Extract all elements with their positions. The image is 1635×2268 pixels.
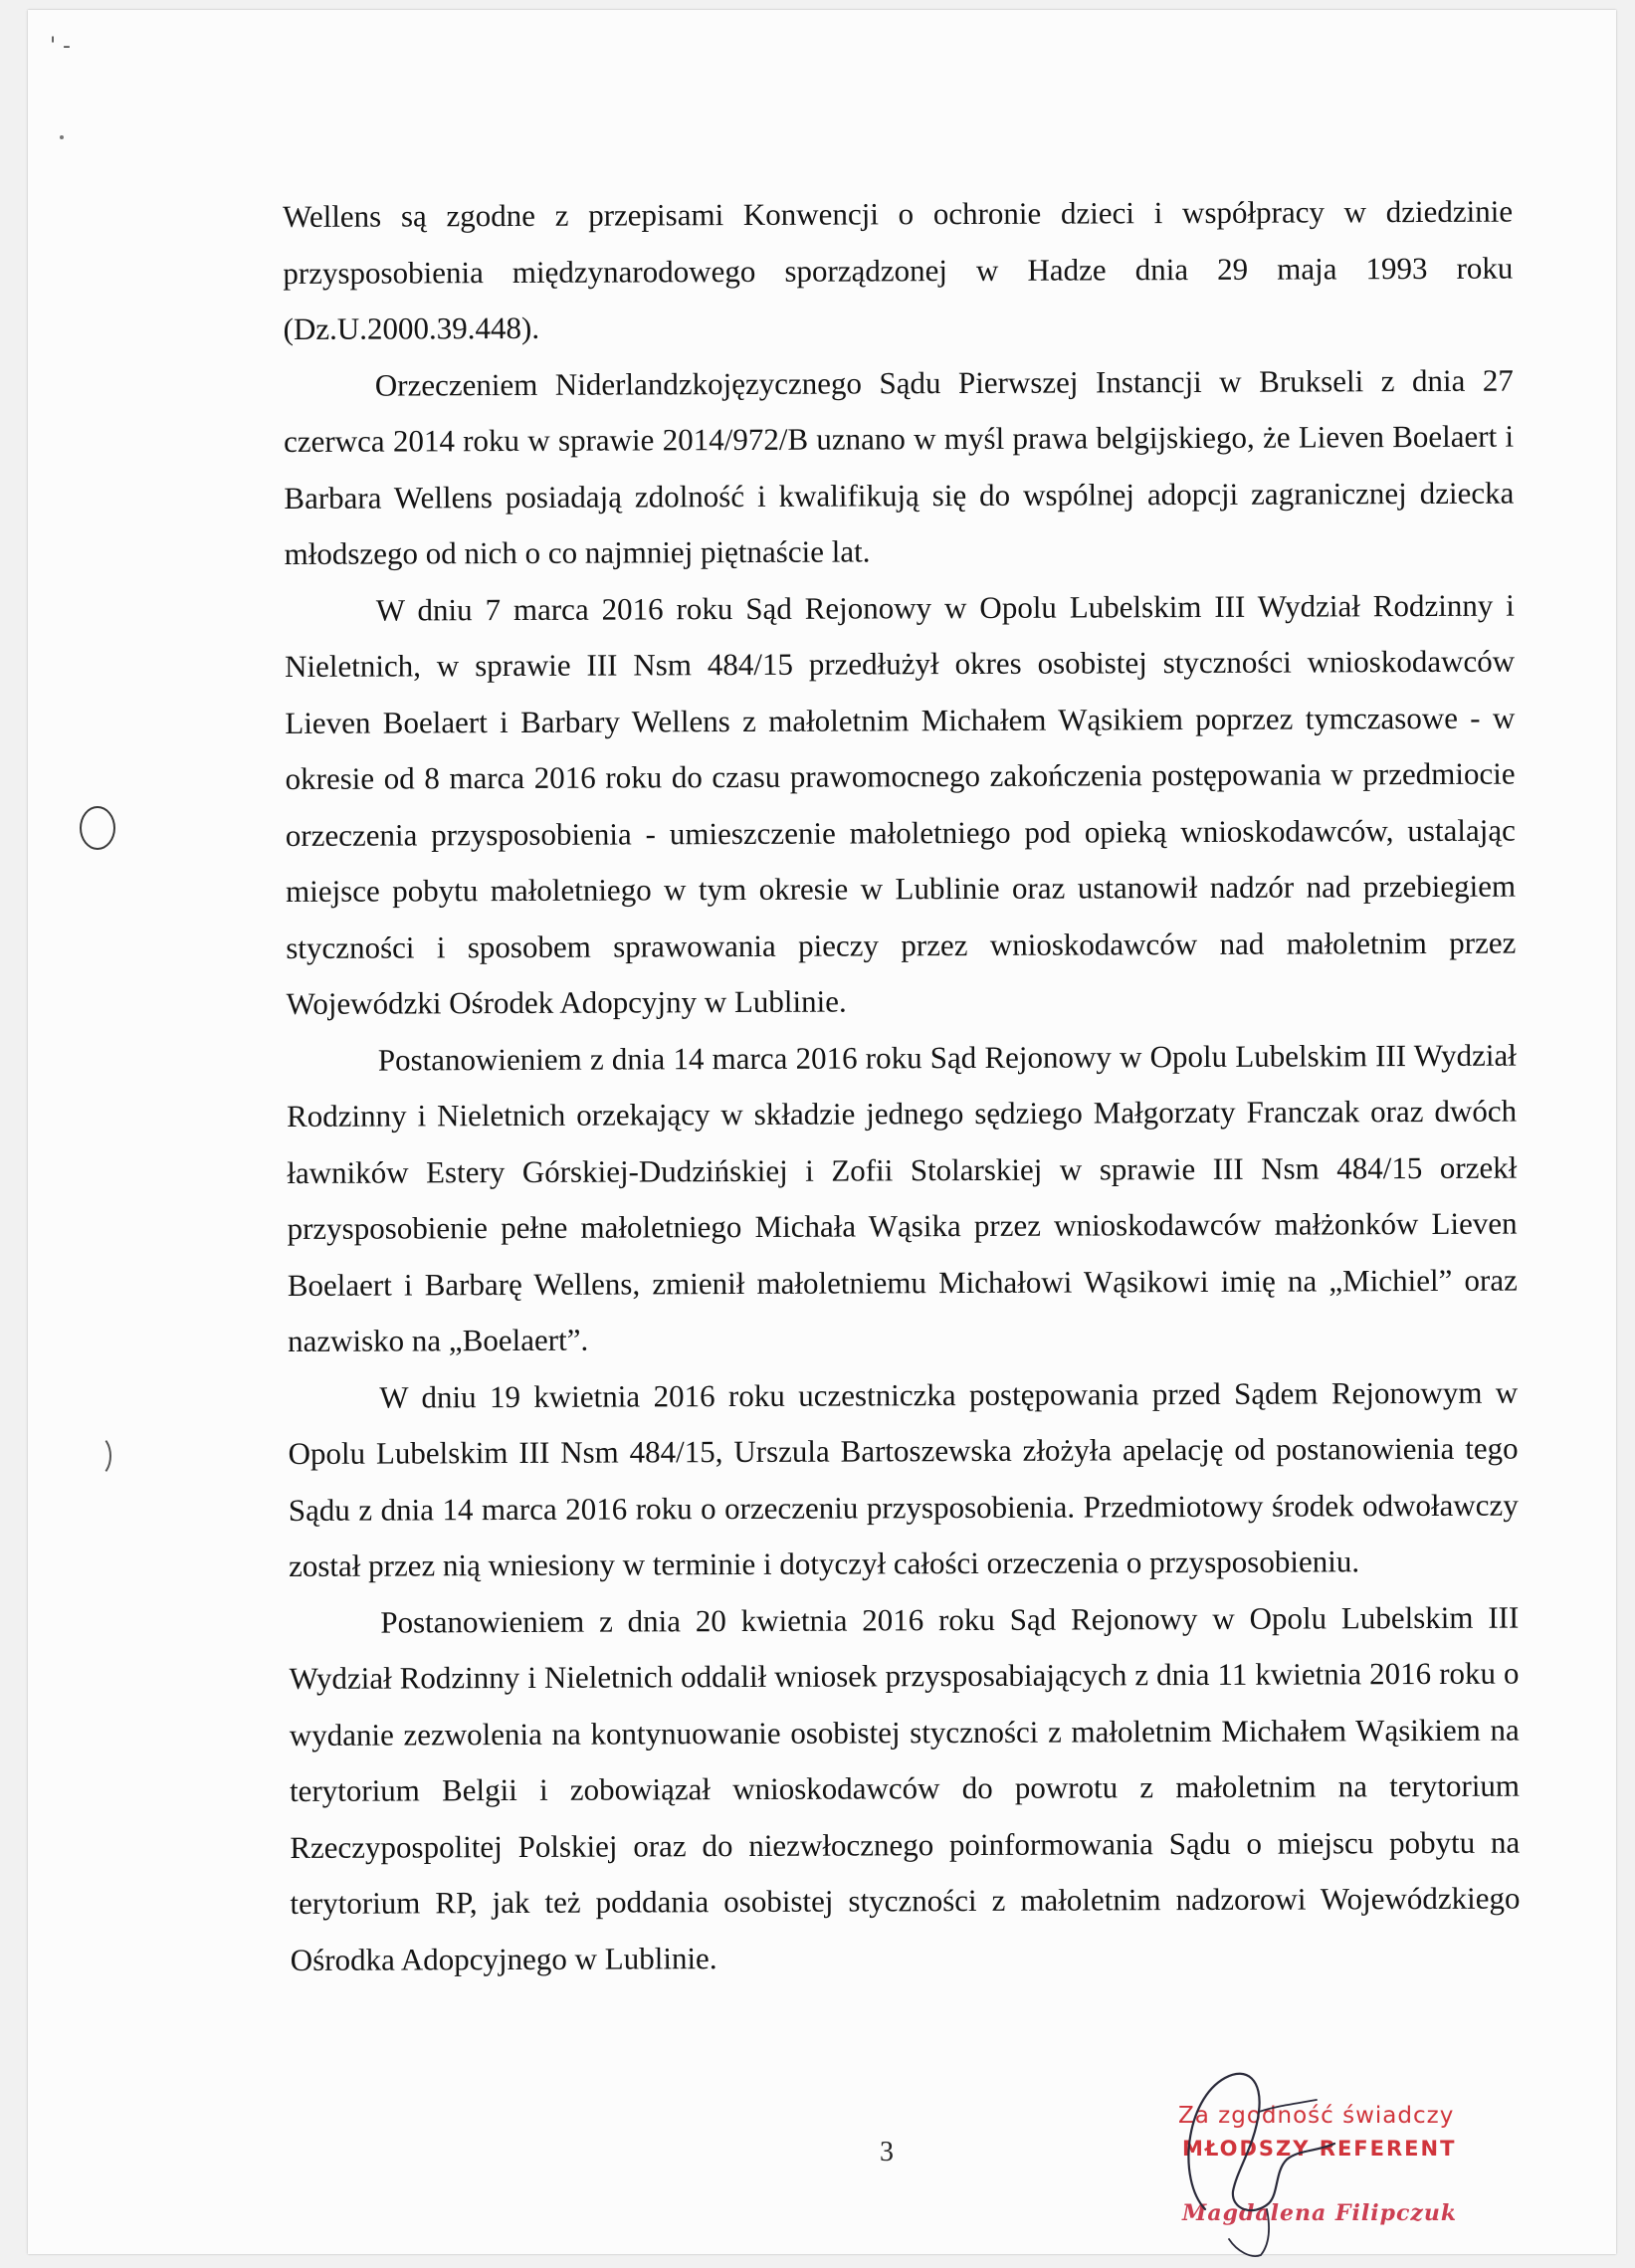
stamp-line-title: MŁODSZY REFERENT [1182, 2137, 1457, 2161]
document-page [28, 10, 1616, 2254]
stamp-line-certify: Za zgodność świadczy [1178, 2103, 1455, 2129]
paragraph-2: Orzeczeniem Niderlandzkojęzycznego Sądu Pierwszej Instancji w Brukseli z dnia 27 czerwca 2014 roku w sprawie 2014/972/B uznano w myśl prawa belgijskiego, że Lieven Boelaert i Barbara Wellens posiadają zdolność i kwalifikują się do wspólnej adopcji zagranicznej dziecka młodszego od nich o co najmniej piętnaście lat. [284, 362, 1515, 571]
scan-mark: ' - [50, 34, 71, 59]
paragraph-5: W dniu 19 kwietnia 2016 roku uczestniczka postępowania przed Sądem Rejonowym w Opolu Lubelskim III Nsm 484/15, Urszula Bartoszewska złożyła apelację od postanowienia tego Sądu z dnia 14 marca 2016 roku o orzeczeniu przysposobienia. Przedmiotowy środek odwoławczy został przez nią wniesiony w terminie i dotyczył całości orzeczenia o przysposobieniu. [288, 1374, 1519, 1583]
paragraph-3: W dniu 7 marca 2016 roku Sąd Rejonowy w Opolu Lubelskim III Wydział Rodzinny i Nieletnich, w sprawie III Nsm 484/15 przedłużył okres osobistej styczności wnioskodawców Lieven Boelaert i Barbary Wellens z małoletnim Michałem Wąsikiem poprzez tymczasowe - w okresie od 8 marca 2016 roku do czasu prawomocnego zakończenia postępowania w przedmiocie orzeczenia przysposobienia - umieszczenie małoletniego pod opieką wnioskodawców, ustalając miejsce pobytu małoletniego w tym okresie w Lublinie oraz ustanowił nadzór nad przebiegiem styczności i sposobem sprawowania pieczy przez wnioskodawców nad małoletnim przez Wojewódzki Ośrodek Adopcyjny w Lublinie. [285, 587, 1517, 1021]
page-number: 3 [880, 2137, 894, 2167]
handwritten-signature [1167, 2060, 1356, 2259]
punch-hole-upper [80, 806, 115, 850]
punch-hole-lower [84, 1435, 111, 1477]
paragraph-4: Postanowieniem z dnia 14 marca 2016 roku Sąd Rejonowy w Opolu Lubelskim III Wydział Rodzinny i Nieletnich orzekający w składzie jednego sędziego Małgorzaty Franczak oraz dwóch ławników Estery Górskiej-Dudzińskiej i Zofii Stolarskiej w sprawie III Nsm 484/15 orzekł przysposobienie pełne małoletniego Michała Wąsika przez wnioskodawców małżonków Lieven Boelaert i Barbarę Wellens, zmienił małoletniemu Michałowi Wąsikowi imię na „Michiel” oraz nazwisko na „Boelaert”. [286, 1037, 1518, 1358]
paragraph-1: Wellens są zgodne z przepisami Konwencji o ochronie dzieci i współpracy w dziedzinie przysposobienia międzynarodowego sporządzonej w Hadze dnia 29 maja 1993 roku (Dz.U.2000.39.448). [283, 193, 1514, 346]
scan-dot [60, 135, 64, 139]
stamp-line-name: Magdalena Filipczuk [1182, 2200, 1458, 2226]
document-body [283, 184, 1521, 1988]
paragraph-6: Postanowieniem z dnia 20 kwietnia 2016 roku Sąd Rejonowy w Opolu Lubelskim III Wydział Rodzinny i Nieletnich oddalił wniosek przysposabiających z dnia 11 kwietnia 2016 roku o wydanie zezwolenia na kontynuowanie osobistej styczności z małoletnim Michałem Wąsikiem na terytorium Belgii i zobowiązał wnioskodawców do powrotu z małoletnim na terytorium Rzeczypospolitej Polskiej oraz do niezwłocznego poinformowania Sądu o miejscu pobytu na terytorium RP, jak też poddania osobistej styczności z małoletnim nadzorowi Wojewódzkiego Ośrodka Adopcyjnego w Lublinie. [289, 1599, 1521, 1977]
